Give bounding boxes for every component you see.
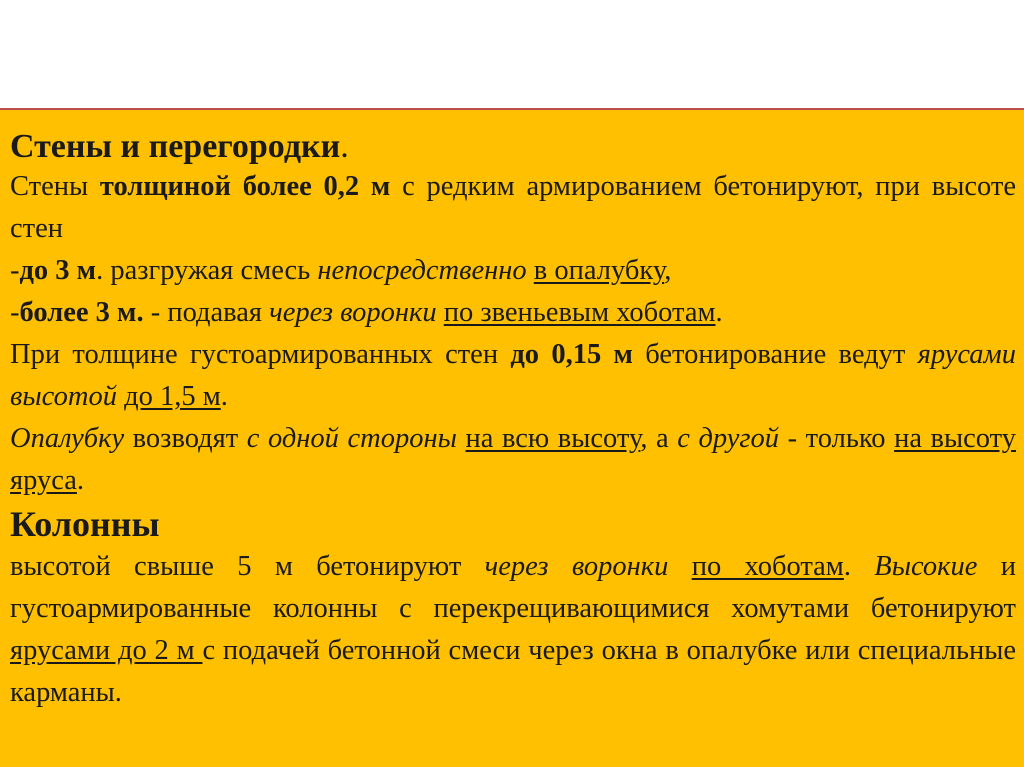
dense-walls-paragraph: При толщине густоармированных стен до 0,15 м бетонирование ведут ярусами высотой до 1,5 м. [10, 339, 1016, 412]
height-over-3m: более 3 м. [19, 297, 144, 328]
height-up-to-3m: до 3 м [19, 255, 97, 286]
tier-height-underlined: до 1,5 м [124, 381, 221, 412]
content-panel [0, 108, 1024, 767]
walls-over-3m-line: -более 3 м. - подавая через воронки по звеньевым хоботам. [10, 297, 723, 328]
walls-heading: Стены и перегородки. [10, 128, 349, 165]
walls-heading-period: . [340, 128, 349, 165]
walls-thickness-paragraph: Стены толщиной более 0,2 м с редким армированием бетонируют, при высоте стен [10, 171, 1016, 244]
columns-heading: Колонны [10, 504, 160, 544]
full-height-underlined: на всю высоту [465, 423, 641, 454]
walls-up-to-3m-line: -до 3 м. разгружая смесь непосредственно в опалубку, [10, 255, 672, 286]
link-trunks-underlined: по звеньевым хоботам [443, 297, 716, 328]
tiers-up-to-2m-underlined: ярусами до 2 м [10, 635, 203, 666]
tier-height-only-underlined: на высоту яруса [10, 423, 1016, 496]
columns-paragraph: высотой свыше 5 м бетонируют через воронки по хоботам. Высокие и густоармированные колонны с перекрещивающимися хомутами бетонируют ярусами до 2 м с подачей бетонной смеси через окна в опалубке или специальные карманы. [10, 551, 1017, 708]
slide-header-area [0, 0, 1024, 108]
thickness-up-to-015m: до 0,15 м [510, 339, 633, 370]
walls-thickness-value: толщиной более 0,2 м [99, 171, 391, 202]
into-formwork-underlined: в опалубку [533, 255, 665, 286]
by-trunks-underlined: по хоботам [691, 551, 844, 582]
formwork-paragraph: Опалубку возводят с одной стороны на всю высоту, а с другой - только на высоту яруса. [10, 423, 1016, 496]
